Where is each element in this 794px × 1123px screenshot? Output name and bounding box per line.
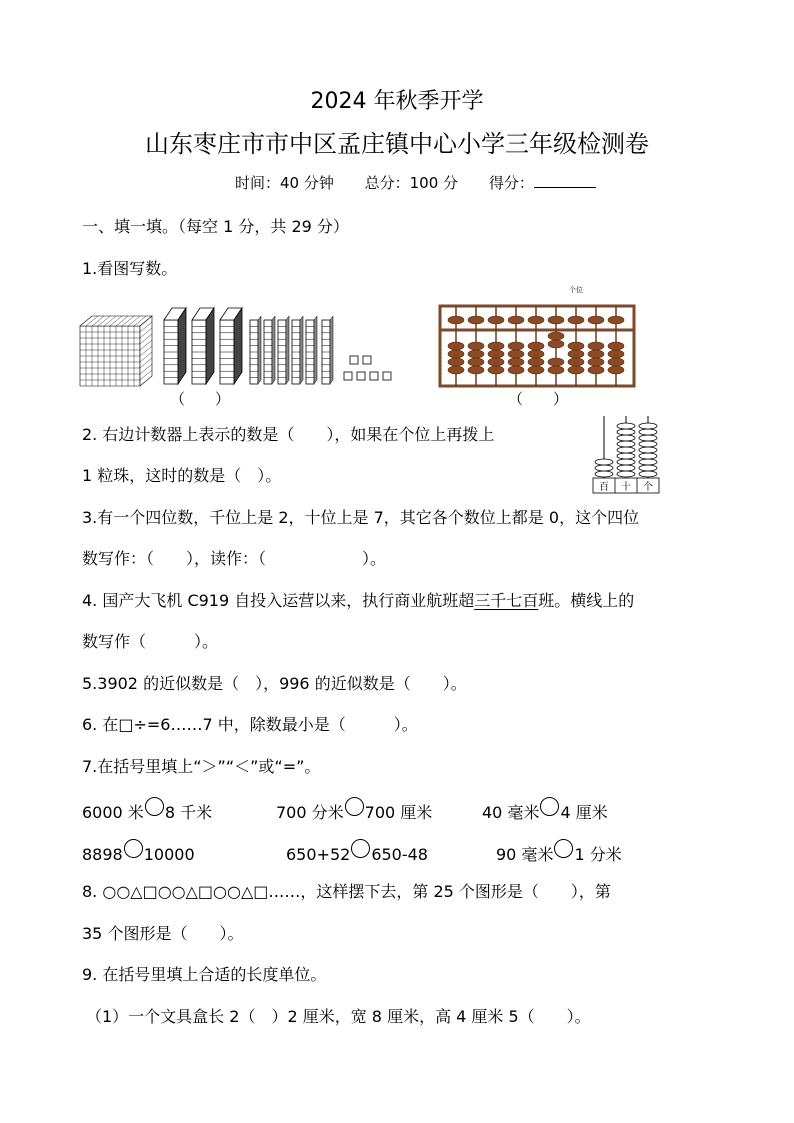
counter-bead bbox=[617, 453, 635, 459]
abacus-bead bbox=[508, 342, 524, 350]
unit-cubes bbox=[344, 356, 391, 380]
abacus-bead bbox=[488, 358, 504, 366]
counter-bead bbox=[639, 465, 657, 471]
abacus-bead bbox=[548, 366, 564, 374]
ten-rod bbox=[322, 316, 333, 384]
abacus-bead bbox=[488, 316, 504, 324]
counter-bead bbox=[639, 459, 657, 465]
ten-rod bbox=[278, 316, 289, 384]
compare-left: 650+52 bbox=[286, 845, 351, 864]
abacus-bead bbox=[608, 366, 624, 374]
question-9: 9. 在括号里填上合适的长度单位。 bbox=[82, 965, 327, 984]
counter-bead bbox=[595, 471, 613, 477]
counter-bead bbox=[617, 435, 635, 441]
answer-blank-blocks[interactable]: （ ） bbox=[170, 390, 231, 408]
abacus-bead bbox=[588, 350, 604, 358]
ten-rod bbox=[306, 316, 317, 384]
abacus-bead bbox=[548, 358, 564, 366]
hundred-flat bbox=[164, 308, 186, 384]
abacus-bead bbox=[548, 340, 564, 348]
compare-circle[interactable] bbox=[351, 839, 370, 858]
question-4-text-pre: 4. 国产大飞机 C919 自投入运营以来，执行商业航班超 bbox=[82, 591, 475, 610]
abacus-bead bbox=[468, 350, 484, 358]
counter-bead bbox=[617, 465, 635, 471]
compare-right: 650-48 bbox=[371, 845, 428, 864]
counter-label-tens: 十 bbox=[621, 482, 631, 493]
compare-right: 1 分米 bbox=[574, 845, 622, 864]
abacus-bead bbox=[508, 366, 524, 374]
abacus-bead bbox=[508, 350, 524, 358]
compare-right: 4 厘米 bbox=[560, 803, 608, 822]
counter-bead bbox=[617, 471, 635, 477]
compare-left: 8898 bbox=[82, 845, 123, 864]
hundred-flat bbox=[192, 308, 214, 384]
question-7: 7.在括号里填上“＞”“＜”或“=”。 bbox=[82, 757, 321, 776]
abacus-bead bbox=[508, 316, 524, 324]
question-9-sub-1: （1）一个文具盒长 2（ ）2 厘米，宽 8 厘米，高 4 厘米 5（ ）。 bbox=[86, 1007, 591, 1026]
compare-row-2 bbox=[82, 839, 195, 864]
abacus-bead bbox=[608, 358, 624, 366]
abacus-bead bbox=[448, 358, 464, 366]
abacus-bead bbox=[568, 358, 584, 366]
abacus-bead bbox=[468, 316, 484, 324]
abacus-bead bbox=[568, 316, 584, 324]
counter-bead bbox=[639, 447, 657, 453]
compare-right: 8 千米 bbox=[164, 803, 213, 822]
counter-bead bbox=[617, 459, 635, 465]
section-title: 一、填一填。（每空 1 分，共 29 分） bbox=[82, 217, 349, 236]
compare-circle[interactable] bbox=[145, 797, 164, 816]
question-4-text-post: 班。横线上的 bbox=[538, 591, 635, 610]
base-ten-blocks bbox=[80, 300, 400, 400]
abacus-bead bbox=[568, 350, 584, 358]
counter-label-ones: 个 bbox=[643, 482, 653, 493]
exam-title: 山东枣庄市市中区孟庄镇中心小学三年级检测卷 bbox=[145, 130, 649, 158]
abacus-bead bbox=[468, 358, 484, 366]
hundred-flat bbox=[220, 308, 242, 384]
compare-right: 700 厘米 bbox=[364, 803, 433, 822]
ten-rod bbox=[292, 316, 303, 384]
counter-bead bbox=[617, 429, 635, 435]
abacus-bead bbox=[508, 358, 524, 366]
compare-right: 10000 bbox=[143, 845, 195, 864]
abacus-bead bbox=[588, 342, 604, 350]
counter-bead bbox=[639, 441, 657, 447]
counter-bead bbox=[595, 459, 613, 465]
compare-circle[interactable] bbox=[345, 797, 364, 816]
question-4-line2: 数写作（ ）。 bbox=[82, 632, 219, 651]
compare-row-1b bbox=[276, 797, 432, 823]
exam-title-year: 2024 年秋季开学 bbox=[310, 89, 484, 114]
ten-rod bbox=[250, 316, 261, 384]
abacus-bead bbox=[468, 342, 484, 350]
question-6: 6. 在□÷=6……7 中，除数最小是（ ）。 bbox=[82, 715, 418, 734]
counter-bead bbox=[639, 471, 657, 477]
abacus-bead bbox=[468, 366, 484, 374]
answer-blank-abacus[interactable]: （ ） bbox=[508, 390, 569, 408]
abacus-bead bbox=[488, 342, 504, 350]
score-blank[interactable] bbox=[534, 173, 596, 188]
counter-bead bbox=[617, 441, 635, 447]
compare-row-1 bbox=[82, 797, 212, 823]
abacus-bead bbox=[608, 350, 624, 358]
abacus-bead bbox=[568, 366, 584, 374]
question-8-line1: 8. ○○△□○○△□○○△□……，这样摆下去，第 25 个图形是（ ），第 bbox=[82, 882, 611, 901]
compare-left: 40 毫米 bbox=[482, 803, 540, 822]
abacus-bead bbox=[548, 332, 564, 340]
question-1: 1.看图写数。 bbox=[82, 259, 178, 278]
counter-bead bbox=[639, 453, 657, 459]
compare-left: 6000 米 bbox=[82, 803, 144, 822]
abacus-bead bbox=[528, 358, 544, 366]
compare-circle[interactable] bbox=[540, 797, 559, 816]
abacus-bead bbox=[528, 316, 544, 324]
question-5: 5.3902 的近似数是（ ），996 的近似数是（ ）。 bbox=[82, 674, 467, 693]
compare-row-1c bbox=[482, 797, 608, 823]
compare-row-2c bbox=[496, 839, 622, 865]
counter-bead bbox=[617, 423, 635, 429]
question-4-underlined: 三千七百 bbox=[474, 591, 539, 610]
abacus-bead bbox=[588, 316, 604, 324]
abacus-bead bbox=[448, 342, 464, 350]
counter-label-hundreds: 百 bbox=[599, 482, 609, 493]
abacus-bead bbox=[588, 358, 604, 366]
abacus-bead bbox=[528, 350, 544, 358]
compare-left: 700 分米 bbox=[276, 803, 344, 822]
compare-left: 90 毫米 bbox=[496, 845, 554, 864]
abacus-bead bbox=[448, 366, 464, 374]
compare-circle[interactable] bbox=[554, 839, 573, 858]
time-limit: 时间：40 分钟 bbox=[235, 174, 334, 192]
abacus-bead bbox=[588, 366, 604, 374]
abacus-bead bbox=[548, 316, 564, 324]
counter-bead bbox=[639, 435, 657, 441]
compare-row-2b bbox=[286, 839, 428, 864]
abacus-bead bbox=[448, 350, 464, 358]
abacus-bead bbox=[608, 316, 624, 324]
abacus-bead bbox=[488, 350, 504, 358]
question-3-line1: 3.有一个四位数，千位上是 2，十位上是 7，其它各个数位上都是 0，这个四位 bbox=[82, 508, 640, 527]
question-2-line1: 2. 右边计数器上表示的数是（ ），如果在个位上再拨上 bbox=[82, 425, 495, 444]
question-4-line1 bbox=[82, 588, 634, 611]
question-8-line2: 35 个图形是（ ）。 bbox=[82, 924, 244, 943]
counter-bead bbox=[639, 423, 657, 429]
abacus-bead bbox=[608, 342, 624, 350]
total-score: 总分：100 分 bbox=[364, 174, 459, 192]
abacus-ones-label: 个位 bbox=[569, 286, 583, 294]
question-2-line2: 1 粒珠，这时的数是（ ）。 bbox=[82, 466, 282, 485]
counter-bead bbox=[595, 465, 613, 471]
exam-meta bbox=[235, 172, 622, 193]
question-3-line2: 数写作：（ ），读作：（ ）。 bbox=[82, 549, 387, 568]
abacus-bead bbox=[528, 342, 544, 350]
abacus bbox=[436, 284, 646, 394]
abacus-bead bbox=[488, 366, 504, 374]
abacus-bead bbox=[528, 366, 544, 374]
score-label: 得分： bbox=[488, 174, 534, 192]
abacus-bead bbox=[448, 316, 464, 324]
counter-bead bbox=[639, 429, 657, 435]
compare-circle[interactable] bbox=[124, 839, 143, 858]
ten-rod bbox=[264, 316, 275, 384]
abacus-bead bbox=[568, 342, 584, 350]
counting-frame bbox=[592, 414, 662, 496]
counter-bead bbox=[617, 447, 635, 453]
